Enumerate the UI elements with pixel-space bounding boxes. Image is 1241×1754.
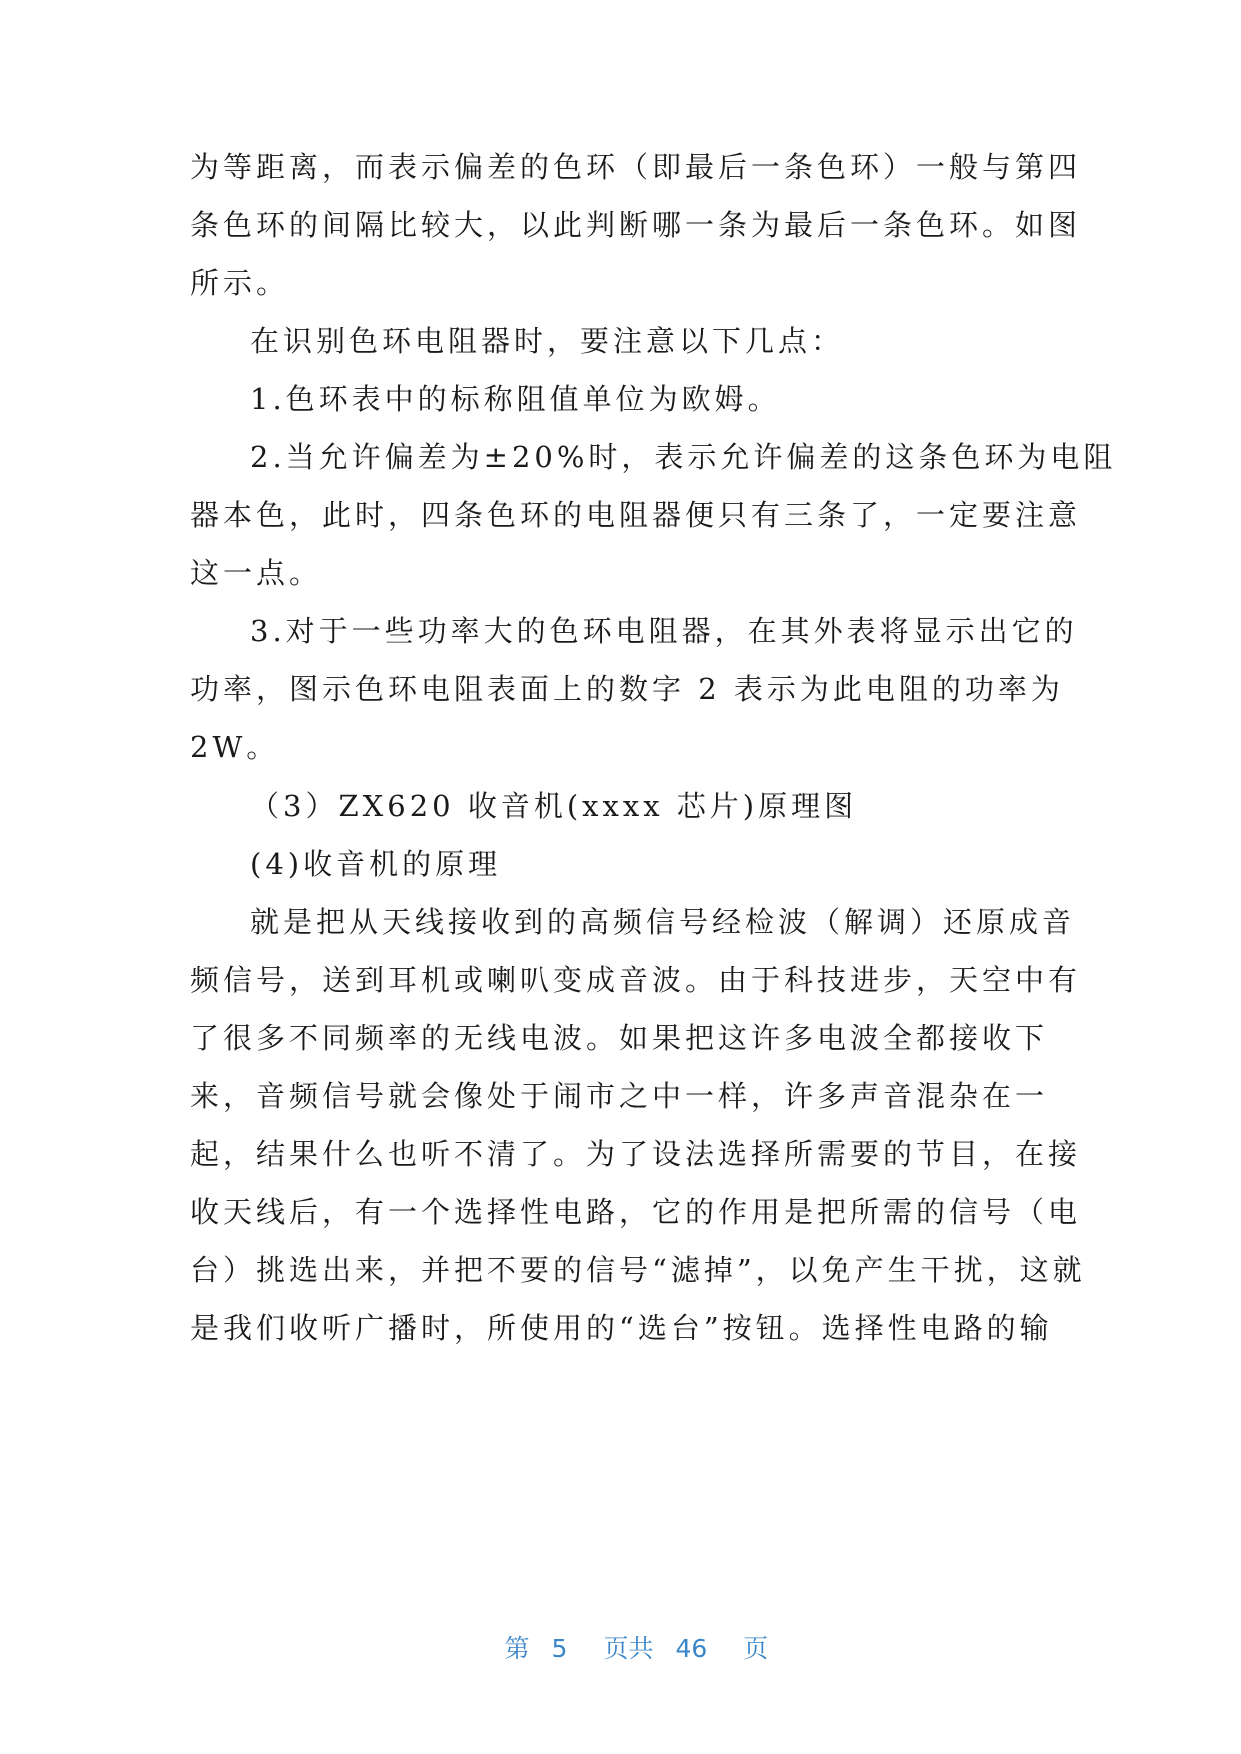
paragraph-line: 在识别色环电阻器时，要注意以下几点： [250, 324, 845, 358]
list-item-line: 2.当允许偏差为±20%时，表示允许偏差的这条色环为电阻 [250, 440, 1117, 474]
paragraph-line: 条色环的间隔比较大，以此判断哪一条为最后一条色环。如图 [190, 208, 1082, 242]
page-suffix: 页 [743, 1634, 769, 1663]
section-heading: （3）ZX620 收音机(xxxx 芯片)原理图 [250, 789, 858, 823]
section-heading: (4)收音机的原理 [250, 847, 502, 881]
page-mid-label: 页共 [603, 1634, 654, 1663]
page-prefix: 第 [504, 1634, 530, 1663]
paragraph-line: 所示。 [190, 266, 290, 300]
list-item-line: 3.对于一些功率大的色环电阻器，在其外表将显示出它的 [250, 614, 1078, 648]
list-item-line: 2W。 [190, 730, 280, 764]
paragraph-line: 收天线后，有一个选择性电路，它的作用是把所需的信号（电 [190, 1195, 1082, 1229]
paragraph-line: 起，结果什么也听不清了。为了设法选择所需要的节目，在接 [190, 1137, 1082, 1171]
page-footer [0, 1600, 1241, 1694]
list-item-line: 1.色环表中的标称阻值单位为欧姆。 [250, 382, 781, 416]
paragraph-line: 了很多不同频率的无线电波。如果把这许多电波全都接收下 [190, 1021, 1049, 1055]
list-item-line: 功率，图示色环电阻表面上的数字 2 表示为此电阻的功率为 [190, 672, 1064, 706]
list-item-line: 器本色，此时，四条色环的电阻器便只有三条了，一定要注意 [190, 498, 1082, 532]
paragraph-line: 台）挑选出来，并把不要的信号“滤掉”，以免产生干扰，这就 [190, 1253, 1086, 1287]
total-pages-number: 46 [675, 1634, 708, 1663]
paragraph-line: 来，音频信号就会像处于闹市之中一样，许多声音混杂在一 [190, 1079, 1049, 1113]
paragraph-line: 就是把从天线接收到的高频信号经检波（解调）还原成音 [250, 905, 1076, 939]
current-page-number: 5 [551, 1634, 568, 1663]
paragraph-line: 为等距离，而表示偏差的色环（即最后一条色环）一般与第四 [190, 150, 1082, 184]
paragraph-line: 是我们收听广播时，所使用的“选台”按钮。选择性电路的输 [190, 1311, 1053, 1345]
paragraph-line: 频信号，送到耳机或喇叭变成音波。由于科技进步，天空中有 [190, 963, 1082, 997]
list-item-line: 这一点。 [190, 556, 323, 590]
